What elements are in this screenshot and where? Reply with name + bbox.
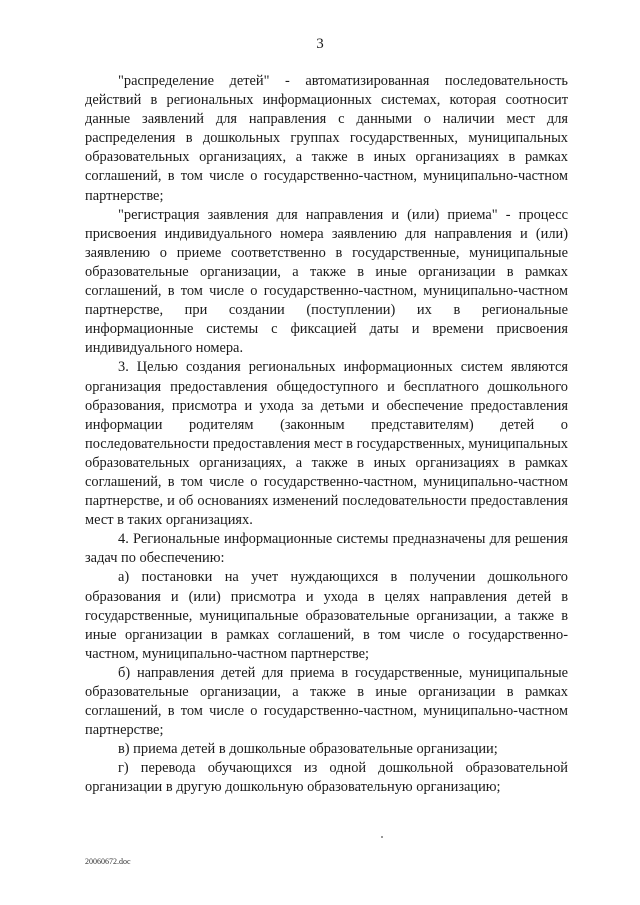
paragraph-subitem-v: в) приема детей в дошкольные образовательные организации; (118, 741, 498, 758)
paragraph-item-4: 4. Региональные информационные системы предназначены для решения задач по обеспечению: (85, 531, 568, 567)
paragraph-subitem-b: б) направления детей для приема в государственные, муниципальные образовательные организации, а также в иные организации в рамках соглашений, в том числе о государственно-частном, муниципально-частном партнерстве; (85, 664, 568, 739)
paragraph-item-3: 3. Целью создания региональных информационных систем являются организация предоставления общедоступного и бесплатного дошкольного образования, присмотра и ухода за детьми и обеспечение предоставления информации родителям (законным представителям) детей о последовательности предоставления мест в государственных, муниципальных образовательных организациях, а также в иных организациях в рамках соглашений, в том числе о государственно-частном, муниципально-частном партнерстве, и об основаниях изменений последовательности предоставления мест в таких организациях. (85, 359, 568, 529)
paragraph-subitem-a: а) постановки на учет нуждающихся в получении дошкольного образования и (или) присмотра и ухода в целях направления детей в государственные, муниципальные образовательные организации, а также в иные организации в рамках соглашений, в том числе о государственно-частном, муниципально-частном партнерстве; (85, 569, 568, 662)
paragraph-definition-distribution: "распределение детей" - автоматизированная последовательность действий в региональных информационных системах, которая соотносит данные заявлений для направления с данными о наличии мест для распределения в дошкольных группах государственных, муниципальных образовательных организациях, а также в иных организациях в рамках соглашений, в том числе о государственно-частном, муниципально-частном партнерстве; (85, 73, 568, 204)
footer-filename: 20060672.doc (85, 857, 131, 866)
paragraph-definition-registration: "регистрация заявления для направления и (или) приема" - процесс присвоения индивидуального номера заявлению для направления и (или) заявлению о приеме соответственно в государственные, муниципальные образовательные организации, а также в иные организации в рамках соглашений, в том числе о государственно-частном, муниципально-частном партнерстве, при создании (поступлении) их в региональные информационные системы с фиксацией даты и времени присвоения индивидуального номера. (85, 206, 568, 357)
document-body (85, 72, 568, 798)
scan-speck (381, 836, 383, 838)
paragraph-subitem-g: г) перевода обучающихся из одной дошкольной образовательной организации в другую дошкольную образовательную организацию; (85, 760, 568, 796)
page-number: 3 (316, 36, 324, 52)
